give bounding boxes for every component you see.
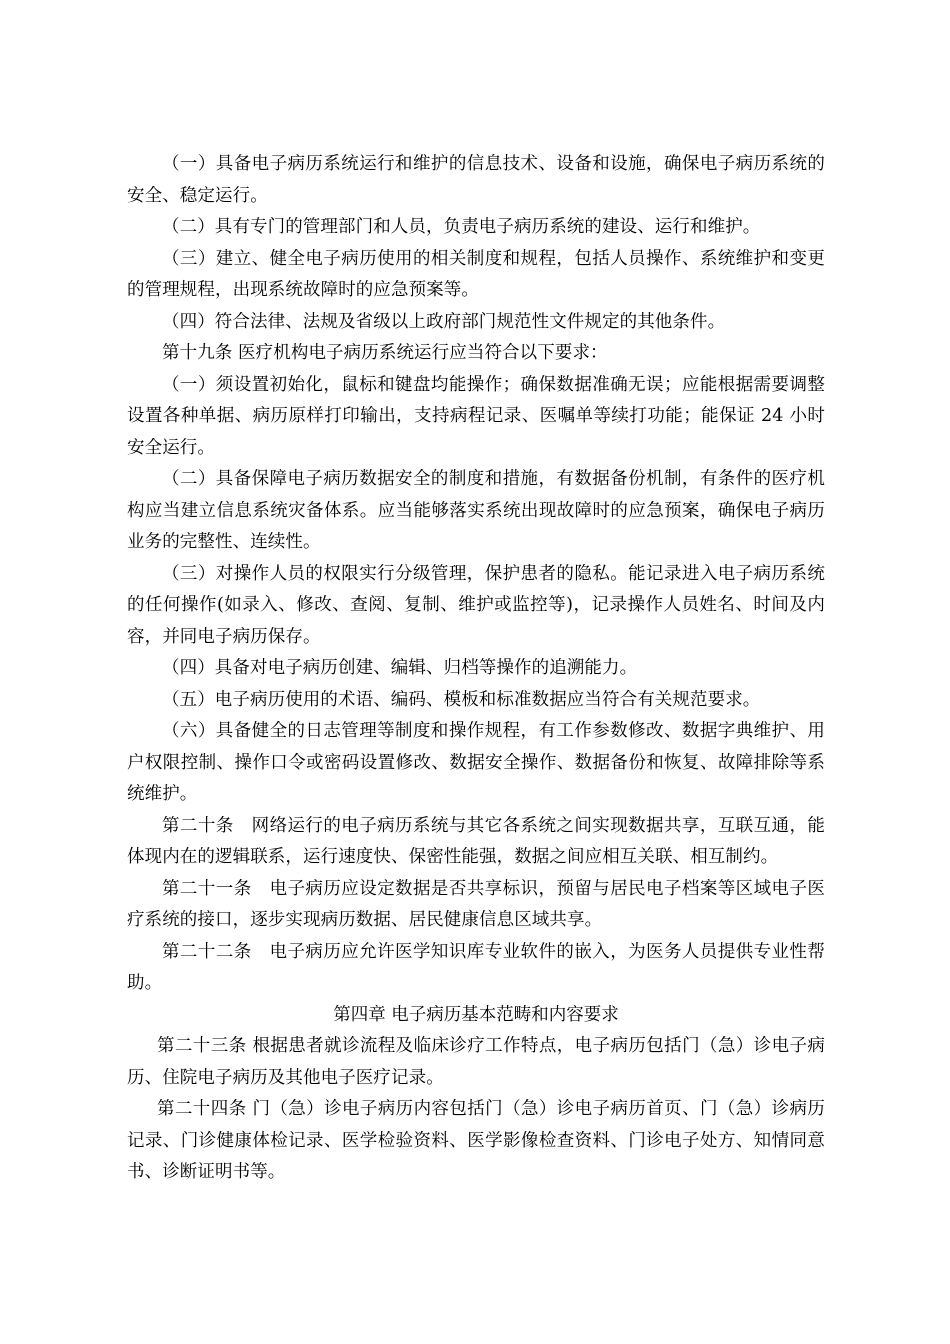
paragraph: （二）具备保障电子病历数据安全的制度和措施，有数据备份机制，有条件的医疗机构应当建立信息系统灾备体系。应当能够落实系统出现故障时的应急预案，确保电子病历业务的完整性、连续性。 bbox=[127, 469, 825, 552]
document-body bbox=[127, 149, 825, 1189]
paragraph: （六）具备健全的日志管理等制度和操作规程，有工作参数修改、数据字典维护、用户权限控制、操作口令或密码设置修改、数据安全操作、数据备份和恢复、故障排除等系统维护。 bbox=[127, 721, 825, 804]
article-23: 第二十三条 根据患者就诊流程及临床诊疗工作特点，电子病历包括门（急）诊电子病历、住院电子病历及其他电子医疗记录。 bbox=[127, 1036, 825, 1088]
paragraph: （一）具备电子病历系统运行和维护的信息技术、设备和设施，确保电子病历系统的安全、稳定运行。 bbox=[127, 154, 825, 206]
article-19-heading: 第十九条 医疗机构电子病历系统运行应当符合以下要求： bbox=[162, 343, 608, 363]
article-22: 第二十二条 电子病历应允许医学知识库专业软件的嵌入，为医务人员提供专业性帮助。 bbox=[127, 941, 825, 993]
paragraph: （四）符合法律、法规及省级以上政府部门规范性文件规定的其他条件。 bbox=[162, 311, 726, 332]
article-20: 第二十条 网络运行的电子病历系统与其它各系统之间实现数据共享，互联互通，能体现内在的逻辑联系，运行速度快、保密性能强，数据之间应相互关联、相互制约。 bbox=[127, 815, 825, 867]
paragraph: （五）电子病历使用的术语、编码、模板和标准数据应当符合有关规范要求。 bbox=[162, 689, 761, 710]
paragraph: （三）建立、健全电子病历使用的相关制度和规程，包括人员操作、系统维护和变更的管理规程，出现系统故障时的应急预案等。 bbox=[127, 248, 825, 300]
article-24: 第二十四条 门（急）诊电子病历内容包括门（急）诊电子病历首页、门（急）诊病历记录、门诊健康体检记录、医学检验资料、医学影像检查资料、门诊电子处方、知情同意书、诊断证明书等。 bbox=[127, 1099, 825, 1182]
paragraph: （一）须设置初始化，鼠标和键盘均能操作；确保数据准确无误；应能根据需要调整设置各种单据、病历原样打印输出，支持病程记录、医嘱单等续打功能；能保证 24 小时安全运行。 bbox=[127, 374, 825, 458]
paragraph: （三）对操作人员的权限实行分级管理，保护患者的隐私。能记录进入电子病历系统的任何操作(如录入、修改、查阅、复制、维护或监控等)，记录操作人员姓名、时间及内容，并同电子病历保存。 bbox=[127, 563, 825, 647]
article-21: 第二十一条 电子病历应设定数据是否共享标识，预留与居民电子档案等区域电子医疗系统的接口，逐步实现病历数据、居民健康信息区域共享。 bbox=[127, 878, 825, 930]
paragraph: （二）具有专门的管理部门和人员，负责电子病历系统的建设、运行和维护。 bbox=[162, 217, 761, 237]
chapter-heading: 第四章 电子病历基本范畴和内容要求 bbox=[333, 1004, 619, 1025]
paragraph: （四）具备对电子病历创建、编辑、归档等操作的追溯能力。 bbox=[162, 658, 638, 678]
